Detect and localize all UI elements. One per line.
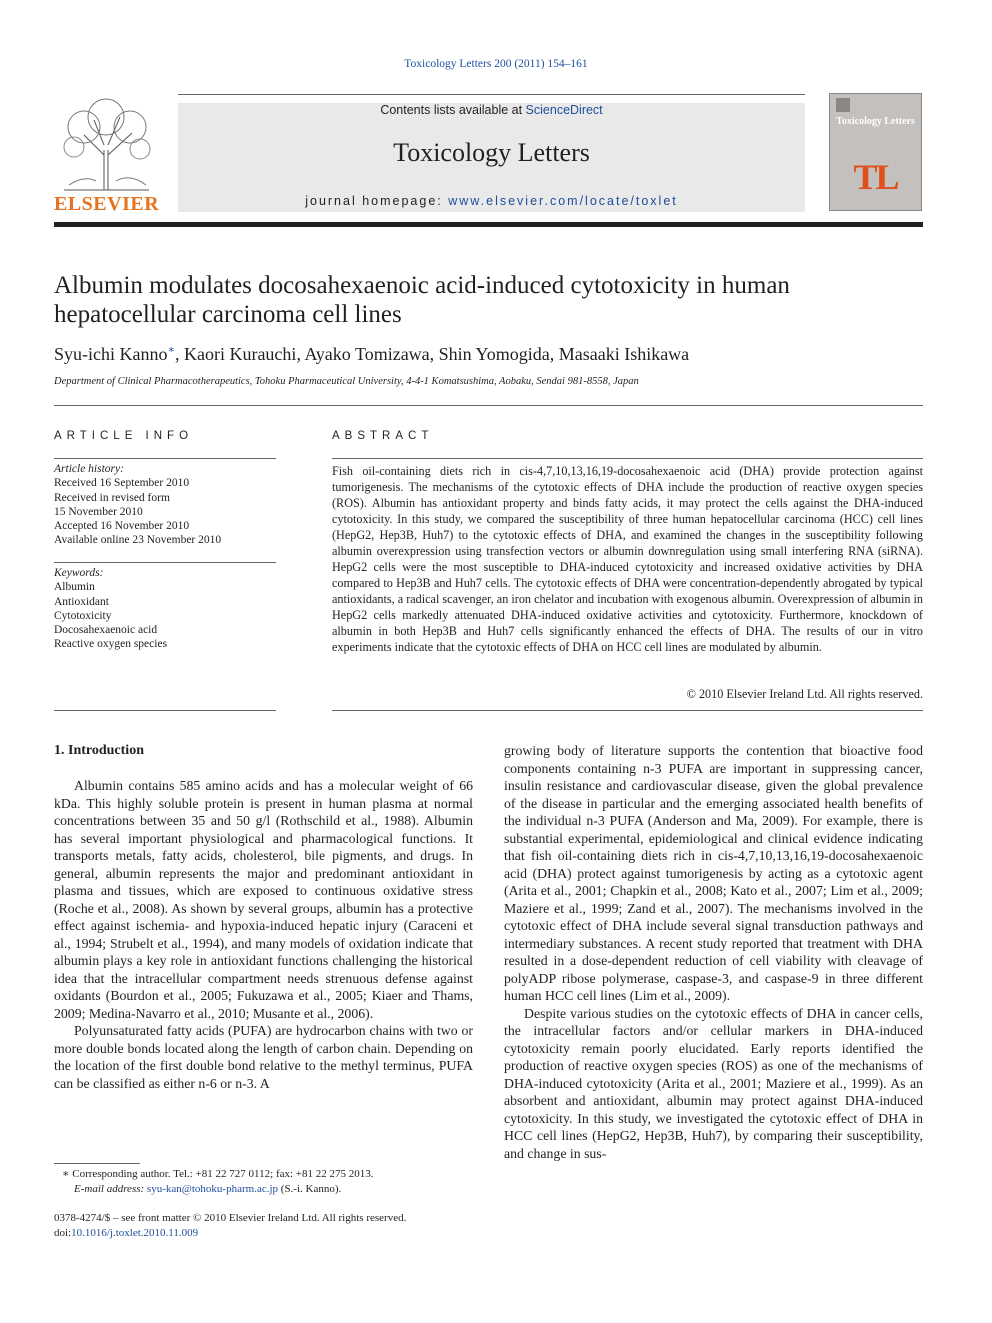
left-column bbox=[54, 777, 473, 1092]
doi-label: doi: bbox=[54, 1226, 72, 1239]
divider bbox=[54, 710, 276, 711]
keyword[interactable]: Cytotoxicity bbox=[54, 609, 112, 622]
corresponding-note: Corresponding author. Tel.: +81 22 727 0112; fax: +81 22 275 2013. bbox=[72, 1168, 374, 1180]
email-link[interactable]: syu-kan@tohoku-pharm.ac.jp bbox=[146, 1182, 279, 1195]
history-item: Accepted 16 November 2010 bbox=[54, 520, 190, 533]
author-name: Syu-ichi Kanno bbox=[54, 344, 168, 364]
divider bbox=[332, 458, 923, 459]
author-name: Shin Yomogida bbox=[438, 344, 550, 364]
footnote-mark: ∗ bbox=[62, 1168, 70, 1180]
history-item: 15 November 2010 bbox=[54, 505, 143, 518]
keywords bbox=[54, 566, 276, 652]
article-info-heading: ARTICLE INFO bbox=[54, 430, 194, 442]
affiliation: Department of Clinical Pharmacotherapeutics, Tohoku Pharmaceutical University, 4-4-1 Komatsushima, Aobaku, Sendai 981-8558, Japan bbox=[54, 376, 639, 387]
article-history bbox=[54, 462, 276, 548]
header-top-rule bbox=[178, 94, 805, 95]
author-list: Syu-ichi Kanno∗, Kaori Kurauchi, Ayako Tomizawa, Shin Yomogida, Masaaki Ishikawa bbox=[54, 344, 690, 364]
tree-logo-icon bbox=[54, 95, 159, 191]
author-name: Ayako Tomizawa bbox=[304, 344, 430, 364]
sciencedirect-link[interactable]: ScienceDirect bbox=[525, 103, 603, 117]
abstract-text: Fish oil-containing diets rich in cis-4,7,10,13,16,19-docosahexaenoic acid (DHA) provide protection against tumorigenesis. The mechanisms of the cytotoxic effects of DHA include the production of reactive oxygen species (ROS). Albumin has antioxidant property and binds fatty acids, it may protect the cells against the DHA-induced cytotoxicity. In this study, we compared the susceptibility of three human hepatocellular carcinoma (HCC) cell lines (HepG2, Hep3B, Huh7) to the cytotoxic effects of DHA, and examined the changes in the susceptibility following albumin overexpression using transfection vectors or albumin downregulation using small interfering RNA (siRNA). HepG2 cells were the most susceptible to DHA-induced cytotoxicity and increased oxidative activities by DHA compared to Hep3B and Huh7 cells. The cytotoxic effects of DHA were concentration-dependently abrogated by typical antioxidants, a radical scavenger, an iron chelator and incubation with exogenous albumin. Overexpression of albumin in HepG2 cells markedly attenuated DHA-induced oxidative activities and cytotoxicity. Furthermore, knockdown of albumin in both Hep3B and Huh7 cells significantly enhanced the effects of DHA. The results of our in vitro experiments indicate that the cytotoxic effects of DHA on HCC cell lines are modulated by albumin. bbox=[332, 464, 923, 654]
cover-title: Toxicology Letters bbox=[836, 116, 915, 127]
history-label: Article history: bbox=[54, 463, 124, 475]
history-item: Received 16 September 2010 bbox=[54, 477, 190, 490]
elsevier-logo[interactable] bbox=[54, 95, 159, 215]
history-item: Available online 23 November 2010 bbox=[54, 534, 222, 547]
homepage-line bbox=[178, 194, 805, 208]
abstract-heading: ABSTRACT bbox=[332, 430, 434, 442]
divider bbox=[54, 405, 923, 406]
divider bbox=[54, 562, 276, 563]
cover-mark: TL bbox=[853, 157, 898, 197]
contents-prefix: Contents lists available at bbox=[380, 103, 526, 117]
paragraph: Albumin contains 585 amino acids and has a molecular weight of 66 kDa. This highly soluble protein is present in human plasma at normal concentrations between 35 and 50 g/l (Rothschild et al., 1988). Albumin has several important physiological and pharmacological functions. It transports metals, fatty acids, cholesterol, bile pigments, and drugs. In general, albumin represents the major and predominant antioxidant in plasma and tissues, which are exposed to continuous oxidative stress (Roche et al., 2008). As shown by several groups, albumin has a protective effect against ischemia- and hypoxia-induced hepatic injury (Caraceni et al., 1994; Strubelt et al., 1994), and many models of oxidation indicate that albumin plays a key role in antioxidant functions challenging the historical idea that the intracellular compartment needs strenuous defense against oxidants (Bourdon et al., 2005; Fukuzawa et al., 2005; Kiaer and Thams, 2009; Medina-Navarro et al., 2010; Musante et al., 2006). bbox=[54, 778, 473, 1021]
keywords-label: Keywords: bbox=[54, 567, 104, 579]
paragraph: Polyunsaturated fatty acids (PUFA) are hydrocarbon chains with two or more double bonds located along the length of carbon chain. Depending on the location of the first double bond relative to the methyl terminus, PUFA can be classified as either n-6 or n-3. A bbox=[54, 1023, 473, 1091]
journal-cover[interactable] bbox=[829, 93, 922, 211]
author-name: Masaaki Ishikawa bbox=[558, 344, 690, 364]
author-name: Kaori Kurauchi bbox=[183, 344, 297, 364]
doi-link[interactable]: 10.1016/j.toxlet.2010.11.009 bbox=[71, 1226, 199, 1239]
history-item: Received in revised form bbox=[54, 491, 170, 504]
homepage-link[interactable]: www.elsevier.com/locate/toxlet bbox=[448, 194, 678, 208]
journal-title: Toxicology Letters bbox=[393, 138, 590, 167]
paragraph: growing body of literature supports the contention that bioactive food components containing n-3 PUFA are important in suppressing cancer, insulin resistance and cardiovascular disease, given the global prevalence of the disease in particular and the emerging associated health benefits of the individual n-3 PUFA (Anderson and Ma, 2009). For example, there is substantial experimental, epidemiological and clinical evidence indicating that fish oil-containing diets rich in cis-4,7,10,13,16,19-docosahexaenoic acid (DHA) protect against tumorigenesis by acting as a cytotoxic agent (Arita et al., 2001; Chapkin et al., 2008; Kato et al., 2007; Lim et al., 2009; Maziere et al., 1999; Zand et al., 2007). The mechanisms involved in the cytotoxic effect of DHA include several signal transduction pathways and intermediary substances. A recent study reported that treatment with DHA resulted in a dose-dependent reduction of cell viability with cleavage of polyADP ribose polymerase, caspase-3, and caspase-9 in three different human HCC cell lines (Lim et al., 2009). bbox=[504, 743, 923, 1003]
footnote-rule bbox=[54, 1163, 140, 1164]
keyword[interactable]: Docosahexaenoic acid bbox=[54, 624, 158, 637]
divider bbox=[332, 710, 923, 711]
abstract-copyright: © 2010 Elsevier Ireland Ltd. All rights reserved. bbox=[686, 687, 923, 701]
right-column bbox=[504, 742, 923, 1162]
article-title: Albumin modulates docosahexaenoic acid-induced cytotoxicity in human hepatocellular carcinoma cell lines bbox=[54, 272, 790, 328]
section-heading: 1. Introduction bbox=[54, 743, 144, 758]
keyword[interactable]: Albumin bbox=[54, 581, 95, 594]
publisher-wordmark: ELSEVIER bbox=[54, 193, 160, 215]
header-rule bbox=[54, 222, 923, 227]
email-label: E-mail address: bbox=[74, 1182, 145, 1195]
journal-citation[interactable]: Toxicology Letters 200 (2011) 154–161 bbox=[404, 58, 588, 70]
contents-line bbox=[178, 103, 805, 117]
front-matter bbox=[54, 1211, 534, 1240]
divider bbox=[54, 458, 276, 459]
corresponding-mark[interactable]: ∗ bbox=[167, 344, 175, 356]
footnote bbox=[54, 1167, 473, 1196]
keyword[interactable]: Antioxidant bbox=[54, 595, 109, 608]
cover-logo-icon bbox=[836, 98, 850, 112]
email-suffix: (S.-i. Kanno). bbox=[280, 1182, 342, 1195]
homepage-prefix: journal homepage: bbox=[305, 194, 449, 208]
issn-line: 0378-4274/$ – see front matter © 2010 Elsevier Ireland Ltd. All rights reserved. bbox=[54, 1212, 407, 1224]
keyword[interactable]: Reactive oxygen species bbox=[54, 638, 168, 651]
paragraph: Despite various studies on the cytotoxic effects of DHA in cancer cells, the intracellular factors and/or cellular markers in DHA-induced cytotoxicity remain poorly elucidated. Early reports identified the production of reactive oxygen species (ROS) as one of the mechanisms of DHA-induced cytotoxicity (Arita et al., 2001; Maziere et al., 1999). As an absorbent and antioxidant, albumin may protect against DHA-induced cytotoxicity. In this study, we investigated the cytotoxic effect of DHA in HCC cell lines (HepG2, Hep3B, Huh7), by comparing their susceptibility, and change in sus- bbox=[504, 1005, 923, 1161]
